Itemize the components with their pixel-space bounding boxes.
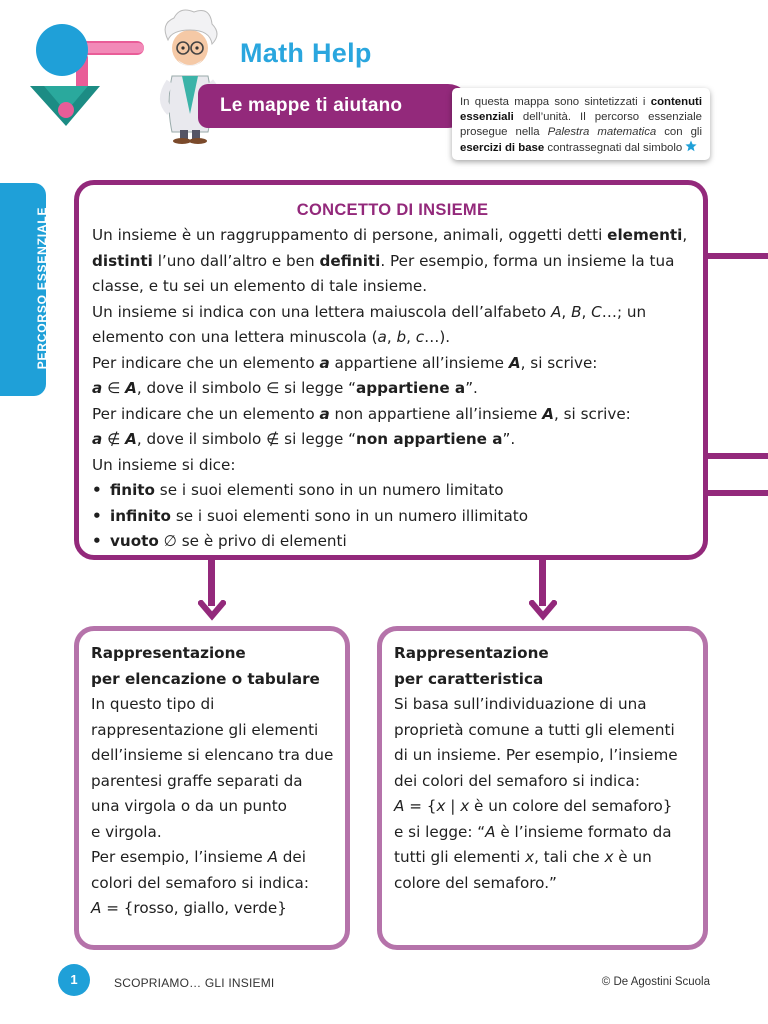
text-line: Per esempio, l’insieme A dei	[91, 848, 307, 866]
text-line: e si legge: “A è l’insieme formato da	[394, 822, 672, 841]
text-line: una virgola o da un punto	[91, 797, 287, 815]
box-title: Rappresentazione	[394, 644, 549, 662]
page-title: Math Help	[240, 38, 372, 68]
concept-box	[74, 180, 708, 560]
info-text: In questa mappa sono sintetizzati i	[460, 96, 651, 108]
page-number: 1	[58, 964, 90, 996]
text-line: Si basa sull’individuazione di una	[394, 695, 647, 713]
text-line: distinti l’uno dall’altro e ben definiti. Per esempio, forma un insieme la tua	[92, 251, 675, 270]
text-line: dell’insieme si elencano tra due	[91, 746, 334, 764]
text-line: In questo tipo di	[91, 695, 215, 713]
formula-line: a ∉ A, dove il simbolo ∉ si legge “non appartiene a”.	[92, 430, 516, 448]
side-tab-label: PERCORSO ESSENZIALE	[35, 206, 49, 370]
text-line: elemento con una lettera minuscola (a, b, c…).	[92, 328, 451, 346]
banner-title: Le mappe ti aiutano	[198, 84, 470, 128]
text-line: classe, e tu sei un elemento di tale insieme.	[92, 277, 428, 295]
star-icon	[685, 140, 697, 152]
text-line: e virgola.	[91, 822, 162, 841]
text-line: Per indicare che un elemento a appartiene all’insieme A, si scrive:	[92, 353, 598, 372]
info-bold: esercizi di base	[460, 142, 545, 154]
formula-line: A = {rosso, giallo, verde}	[91, 899, 287, 917]
text-line: Un insieme è un raggruppamento di persone, animali, oggetti detti elementi,	[92, 226, 688, 244]
text-line: Un insieme si indica con una lettera maiuscola dell’alfabeto A, B, C…; un	[92, 302, 647, 321]
info-box	[452, 88, 710, 160]
info-bold: contenuti essenziali	[460, 96, 702, 123]
text-line: di un insieme. Per esempio, l’insieme	[394, 746, 678, 764]
box-title: per caratteristica	[394, 669, 544, 688]
arrow-down-icon	[529, 600, 557, 622]
footer-copyright: © De Agostini Scuola	[601, 976, 710, 988]
connector-line	[706, 490, 768, 496]
text-line: rappresentazione gli elementi	[91, 720, 319, 739]
text-line: proprietà comune a tutti gli elementi	[394, 720, 675, 739]
characteristic-box	[377, 626, 708, 950]
text-line: colore del semaforo.”	[394, 873, 557, 892]
connector-line	[706, 253, 768, 259]
info-italic: Palestra matematica	[547, 126, 657, 138]
text-line: tutti gli elementi x, tali che x è un	[394, 848, 652, 866]
list-item: • finito se i suoi elementi sono in un numero limitato	[92, 481, 504, 499]
formula-line: A = {x | x è un colore del semaforo}	[394, 797, 673, 815]
info-text: con gli	[656, 126, 702, 138]
enumeration-box	[74, 626, 350, 950]
info-text: dell’unità. Il percorso essenziale prosegue nella	[460, 111, 702, 138]
connector-line	[706, 453, 768, 459]
list-item: • vuoto ∅ se è privo di elementi	[92, 532, 347, 550]
box-title: per elencazione o tabulare	[91, 669, 320, 688]
text-line: Un insieme si dice:	[92, 455, 236, 474]
formula-line: a ∈ A, dove il simbolo ∈ si legge “appartiene a”.	[92, 379, 478, 397]
box-title: Rappresentazione	[91, 644, 246, 662]
text-line: colori del semaforo si indica:	[91, 873, 309, 892]
math-help-logo-icon	[24, 22, 144, 132]
arrow-down-icon	[198, 600, 226, 622]
text-line: dei colori del semaforo si indica:	[394, 771, 640, 790]
text-line: parentesi graffe separati da	[91, 771, 303, 790]
concept-title: CONCETTO DI INSIEME	[296, 201, 489, 219]
text-line: Per indicare che un elemento a non appartiene all’insieme A, si scrive:	[92, 404, 631, 423]
footer-chapter: SCOPRIAMO… GLI INSIEMI	[114, 976, 275, 990]
info-text: contrassegnati dal simbolo	[544, 142, 686, 154]
list-item: • infinito se i suoi elementi sono in un numero illimitato	[92, 506, 529, 525]
